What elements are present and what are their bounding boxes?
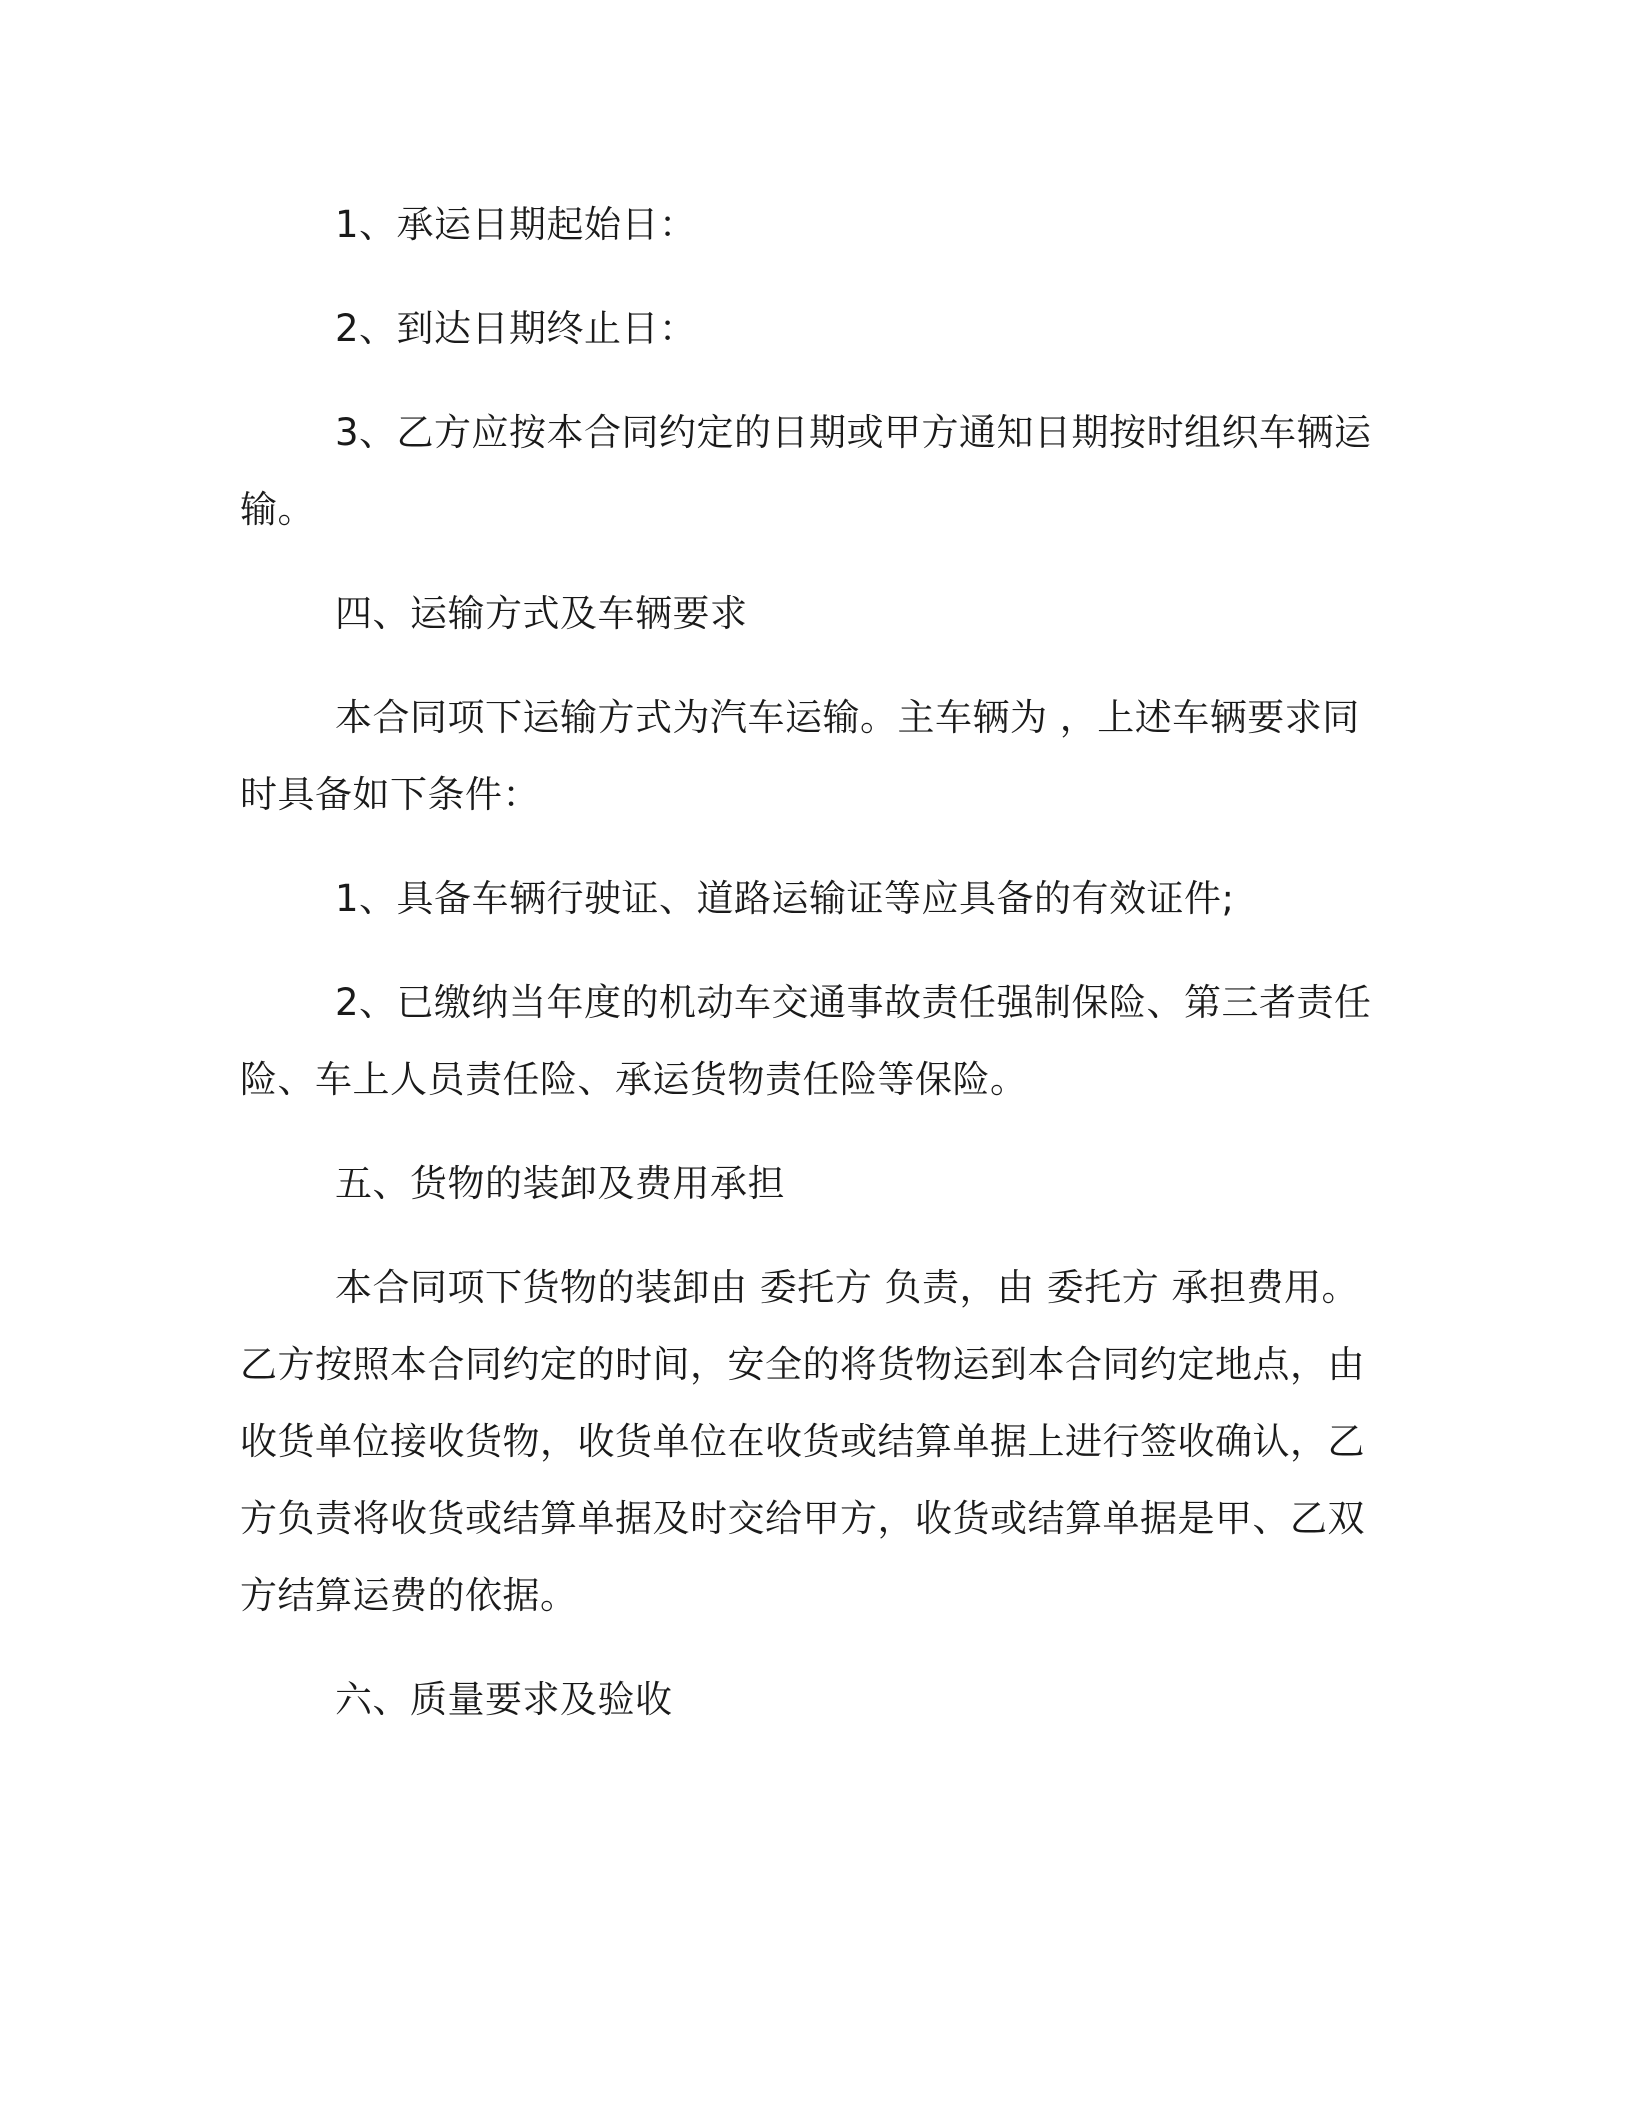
- clause-start-date: 1、承运日期起始日：: [335, 203, 697, 246]
- clause-vehicle-insurance: 2、已缴纳当年度的机动车交通事故责任强制保险、第三者责任险、车上人员责任险、承运货物责任险等保险。: [240, 981, 1372, 1101]
- section-heading-loading: 五、货物的装卸及费用承担: [335, 1162, 785, 1205]
- section-heading-transport: 四、运输方式及车辆要求: [335, 592, 748, 635]
- clause-schedule: 3、乙方应按本合同约定的日期或甲方通知日期按时组织车辆运输。: [240, 411, 1372, 531]
- clause-end-date: 2、到达日期终止日：: [335, 307, 697, 350]
- document-body: [240, 186, 1384, 1765]
- paragraph-loading-costs: 本合同项下货物的装卸由 委托方 负责，由 委托方 承担费用。乙方按照本合同约定的时间，安全的将货物运到本合同约定地点，由收货单位接收货物，收货单位在收货或结算单据上进行签收确认，乙方负责将收货或结算单据及时交给甲方，收货或结算单据是甲、乙双方结算运费的依据。: [240, 1266, 1365, 1617]
- section-heading-quality: 六、质量要求及验收: [335, 1678, 673, 1721]
- clause-vehicle-documents: 1、具备车辆行驶证、道路运输证等应具备的有效证件;: [335, 877, 1235, 920]
- paragraph-transport-method: 本合同项下运输方式为汽车运输。主车辆为 ，上述车辆要求同时具备如下条件：: [240, 696, 1360, 816]
